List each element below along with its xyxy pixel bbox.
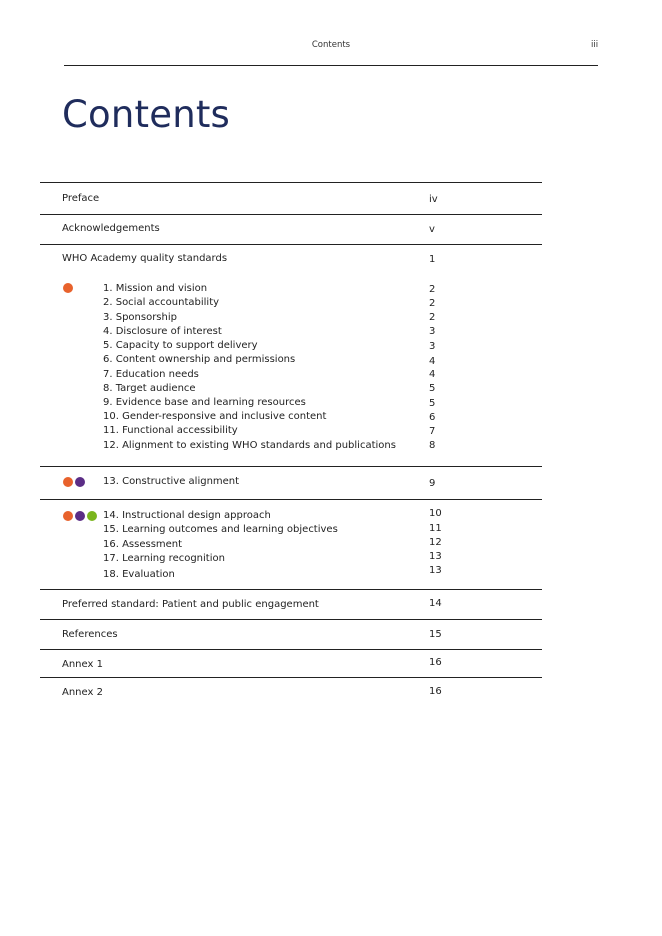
toc-subentry-page[interactable]: 4 [429, 369, 436, 380]
toc-entry-quality-standards[interactable]: WHO Academy quality standards [62, 253, 228, 264]
toc-entry-acknowledgements[interactable]: Acknowledgements [62, 223, 160, 234]
running-title: Contents [311, 40, 351, 50]
toc-page-acknowledgements[interactable]: v [429, 224, 435, 235]
purple-dot-icon [75, 477, 85, 487]
toc-page-quality-standards[interactable]: 1 [429, 254, 436, 265]
purple-dot-icon [75, 511, 85, 521]
toc-subentry[interactable]: 9. Evidence base and learning resources [103, 397, 306, 408]
toc-entry-annex-2[interactable]: Annex 2 [62, 687, 103, 698]
toc-page-preface[interactable]: iv [429, 194, 438, 205]
toc-subentry-page[interactable]: 5 [429, 398, 436, 409]
toc-rule [40, 244, 542, 245]
toc-rule [40, 619, 542, 620]
toc-subentry[interactable]: 13. Constructive alignment [103, 476, 240, 487]
toc-subentry-page[interactable]: 4 [429, 356, 436, 367]
toc-subentry-page[interactable]: 2 [429, 284, 436, 295]
toc-subentry[interactable]: 17. Learning recognition [103, 553, 225, 564]
toc-page-annex-1[interactable]: 16 [429, 657, 442, 668]
toc-subentry-page[interactable]: 3 [429, 326, 436, 337]
toc-rule [40, 466, 542, 467]
toc-subentry[interactable]: 10. Gender-responsive and inclusive content [103, 411, 327, 422]
toc-subentry-page[interactable]: 7 [429, 426, 436, 437]
toc-rule [40, 182, 542, 183]
toc-subentry-page[interactable]: 13 [429, 551, 442, 562]
toc-subentry-page[interactable]: 12 [429, 537, 442, 548]
toc-rule [40, 649, 542, 650]
toc-subentry-page[interactable]: 2 [429, 312, 436, 323]
toc-subentry-page[interactable]: 2 [429, 298, 436, 309]
toc-subentry-page[interactable]: 11 [429, 523, 442, 534]
toc-subentry[interactable]: 18. Evaluation [103, 569, 175, 580]
toc-page-annex-2[interactable]: 16 [429, 686, 442, 697]
toc-subentry-page[interactable]: 3 [429, 341, 436, 352]
page-title: Contents [62, 93, 231, 136]
toc-subentry[interactable]: 3. Sponsorship [103, 312, 177, 323]
toc-entry-preface[interactable]: Preface [62, 193, 100, 204]
toc-subentry[interactable]: 7. Education needs [103, 369, 199, 380]
toc-subentry-page[interactable]: 6 [429, 412, 436, 423]
toc-entry-preferred-standard[interactable]: Preferred standard: Patient and public engagement [62, 599, 319, 610]
toc-subentry-page[interactable]: 5 [429, 383, 436, 394]
toc-subentry-page[interactable]: 9 [429, 478, 436, 489]
toc-entry-annex-1[interactable]: Annex 1 [62, 659, 103, 670]
toc-entry-references[interactable]: References [62, 629, 118, 640]
toc-subentry[interactable]: 1. Mission and vision [103, 283, 208, 294]
toc-rule [40, 499, 542, 500]
toc-subentry[interactable]: 8. Target audience [103, 383, 196, 394]
toc-subentry[interactable]: 2. Social accountability [103, 297, 220, 308]
toc-subentry[interactable]: 16. Assessment [103, 539, 183, 550]
toc-rule [40, 677, 542, 678]
orange-dot-icon [63, 477, 73, 487]
toc-subentry[interactable]: 5. Capacity to support delivery [103, 340, 258, 351]
toc-subentry[interactable]: 12. Alignment to existing WHO standards and publications [103, 440, 396, 451]
toc-subentry[interactable]: 4. Disclosure of interest [103, 326, 222, 337]
toc-page-references[interactable]: 15 [429, 629, 442, 640]
header-rule [64, 65, 598, 66]
toc-rule [40, 589, 542, 590]
orange-dot-icon [63, 511, 73, 521]
toc-subentry[interactable]: 14. Instructional design approach [103, 510, 271, 521]
orange-dot-icon [63, 283, 73, 293]
toc-rule [40, 214, 542, 215]
toc-subentry-page[interactable]: 8 [429, 440, 436, 451]
toc-subentry-page[interactable]: 10 [429, 508, 442, 519]
toc-subentry-page[interactable]: 13 [429, 565, 442, 576]
toc-subentry[interactable]: 11. Functional accessibility [103, 425, 238, 436]
green-dot-icon [87, 511, 97, 521]
page-number: iii [591, 40, 599, 50]
toc-subentry[interactable]: 6. Content ownership and permissions [103, 354, 296, 365]
toc-subentry[interactable]: 15. Learning outcomes and learning objectives [103, 524, 338, 535]
toc-page-preferred-standard[interactable]: 14 [429, 598, 442, 609]
